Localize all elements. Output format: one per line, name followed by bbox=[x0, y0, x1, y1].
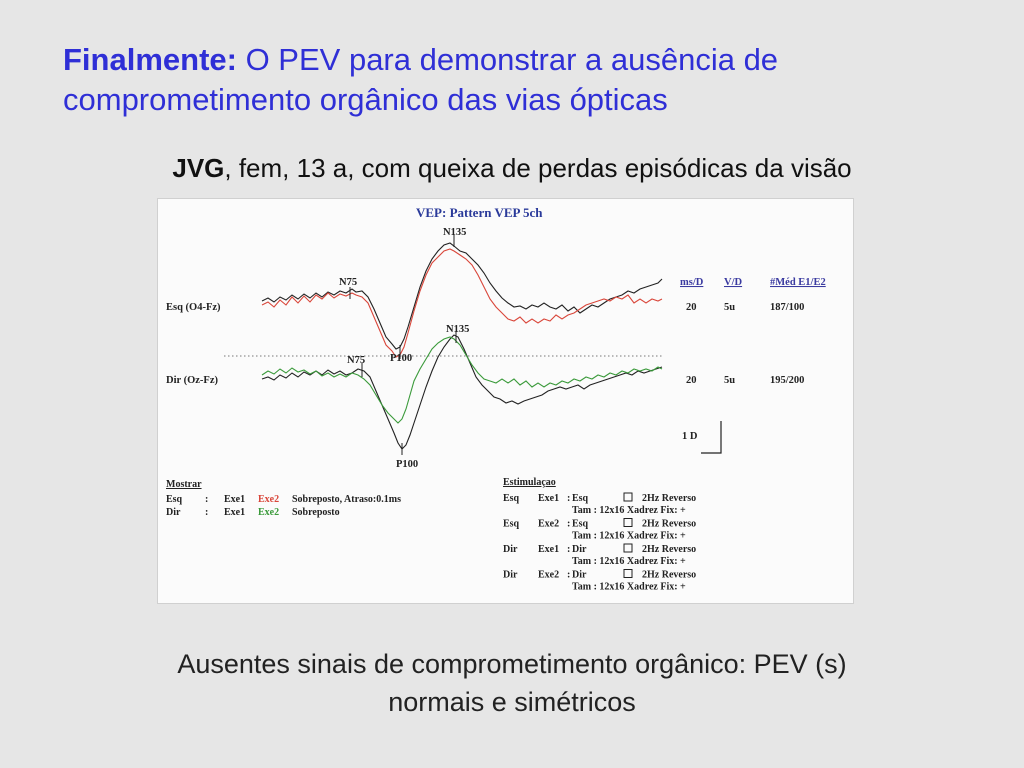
estim-row-eye: Esq bbox=[572, 493, 589, 504]
mostrar-row1-rest: Sobreposto, Atraso:0.1ms bbox=[292, 494, 401, 505]
estim-row-freq: 2Hz Reverso bbox=[642, 518, 697, 530]
esq-n75-label: N75 bbox=[339, 277, 358, 288]
mostrar-row2-exe2: Exe2 bbox=[258, 507, 280, 518]
col-header-v: V/D bbox=[724, 277, 743, 288]
vep-figure bbox=[157, 198, 854, 604]
estim-row-side: Esq bbox=[503, 493, 520, 504]
estim-row-tam: Tam : 12x16 Xadrez Fix: + bbox=[572, 556, 686, 567]
channel-label-esq: Esq (O4-Fz) bbox=[166, 302, 221, 313]
estim-row-freq: 2Hz Reverso bbox=[642, 493, 697, 504]
estim-row-side: Esq bbox=[503, 518, 520, 530]
estim-row-side: Dir bbox=[503, 544, 518, 555]
estim-checkbox-icon bbox=[624, 493, 632, 501]
slide-title bbox=[63, 40, 963, 120]
title-lead: Finalmente: bbox=[63, 42, 237, 77]
estim-row-exe: Exe2 bbox=[538, 518, 560, 530]
dir-n135-label: N135 bbox=[446, 324, 470, 335]
mostrar-row2-side: Dir bbox=[166, 507, 181, 518]
estim-row-sep: : bbox=[567, 518, 571, 530]
estim-row-exe: Exe2 bbox=[538, 569, 560, 581]
dir-p100-label: P100 bbox=[396, 459, 419, 470]
esq-p100-label: P100 bbox=[390, 353, 413, 364]
estim-row-sep: : bbox=[567, 493, 571, 504]
scale-bar bbox=[701, 421, 721, 453]
mostrar-row1-exe2: Exe2 bbox=[258, 494, 280, 505]
trace-esq-exe2 bbox=[262, 249, 662, 357]
channel-v-esq: 5u bbox=[724, 302, 736, 313]
caption-line-1: Ausentes sinais de comprometimento orgânico: PEV (s) bbox=[177, 649, 847, 679]
dir-n75-label: N75 bbox=[347, 355, 366, 366]
estim-checkbox-icon bbox=[624, 544, 632, 552]
channel-med-dir: 195/200 bbox=[770, 375, 805, 386]
esq-n135-label: N135 bbox=[443, 227, 467, 238]
estim-row-freq: 2Hz Reverso bbox=[642, 569, 697, 581]
patient-id: JVG bbox=[172, 153, 225, 183]
col-header-ms: ms/D bbox=[680, 277, 704, 288]
figure-heading: VEP: Pattern VEP 5ch bbox=[416, 205, 543, 220]
mostrar-row1-sep: : bbox=[205, 494, 209, 505]
estim-checkbox-icon bbox=[624, 519, 632, 527]
mostrar-row2-sep: : bbox=[205, 507, 209, 518]
col-header-med: #Méd E1/E2 bbox=[770, 277, 826, 288]
estim-row-freq: 2Hz Reverso bbox=[642, 544, 697, 555]
estim-row-tam: Tam : 12x16 Xadrez Fix: + bbox=[572, 581, 686, 593]
scale-label: 1 D bbox=[682, 431, 698, 442]
estim-row-eye: Dir bbox=[572, 544, 587, 555]
mostrar-row1-exe1: Exe1 bbox=[224, 494, 246, 505]
mostrar-row1-side: Esq bbox=[166, 494, 183, 505]
estimulacao-rows bbox=[503, 493, 696, 593]
channel-ms-esq: 20 bbox=[686, 302, 697, 313]
estim-row-sep: : bbox=[567, 544, 571, 555]
estim-row-tam: Tam : 12x16 Xadrez Fix: + bbox=[572, 505, 686, 516]
channel-v-dir: 5u bbox=[724, 375, 736, 386]
estim-row-eye: Esq bbox=[572, 518, 589, 530]
estim-row-sep: : bbox=[567, 569, 571, 581]
estim-row-eye: Dir bbox=[572, 569, 587, 581]
channel-ms-dir: 20 bbox=[686, 375, 697, 386]
estim-checkbox-icon bbox=[624, 570, 632, 578]
mostrar-header: Mostrar bbox=[166, 479, 202, 490]
patient-subtitle bbox=[0, 153, 1024, 184]
trace-dir-exe2 bbox=[262, 337, 662, 423]
mostrar-row2-rest: Sobreposto bbox=[292, 507, 340, 518]
estimulacao-header: Estimulaçao bbox=[503, 477, 556, 488]
mostrar-row2-exe1: Exe1 bbox=[224, 507, 246, 518]
channel-label-dir: Dir (Oz-Fz) bbox=[166, 375, 218, 386]
conclusion-caption bbox=[0, 645, 1024, 721]
patient-description: , fem, 13 a, com queixa de perdas episódicas da visão bbox=[224, 153, 852, 183]
estim-row-exe: Exe1 bbox=[538, 544, 560, 555]
caption-line-2: normais e simétricos bbox=[388, 687, 636, 717]
trace-dir-exe1 bbox=[262, 335, 662, 449]
estim-row-side: Dir bbox=[503, 569, 518, 581]
estim-row-tam: Tam : 12x16 Xadrez Fix: + bbox=[572, 530, 686, 542]
title-rest: O PEV para demonstrar a ausência de comprometimento orgânico das vias ópticas bbox=[63, 42, 779, 117]
estim-row-exe: Exe1 bbox=[538, 493, 560, 504]
vep-chart bbox=[158, 199, 853, 603]
channel-med-esq: 187/100 bbox=[770, 302, 805, 313]
